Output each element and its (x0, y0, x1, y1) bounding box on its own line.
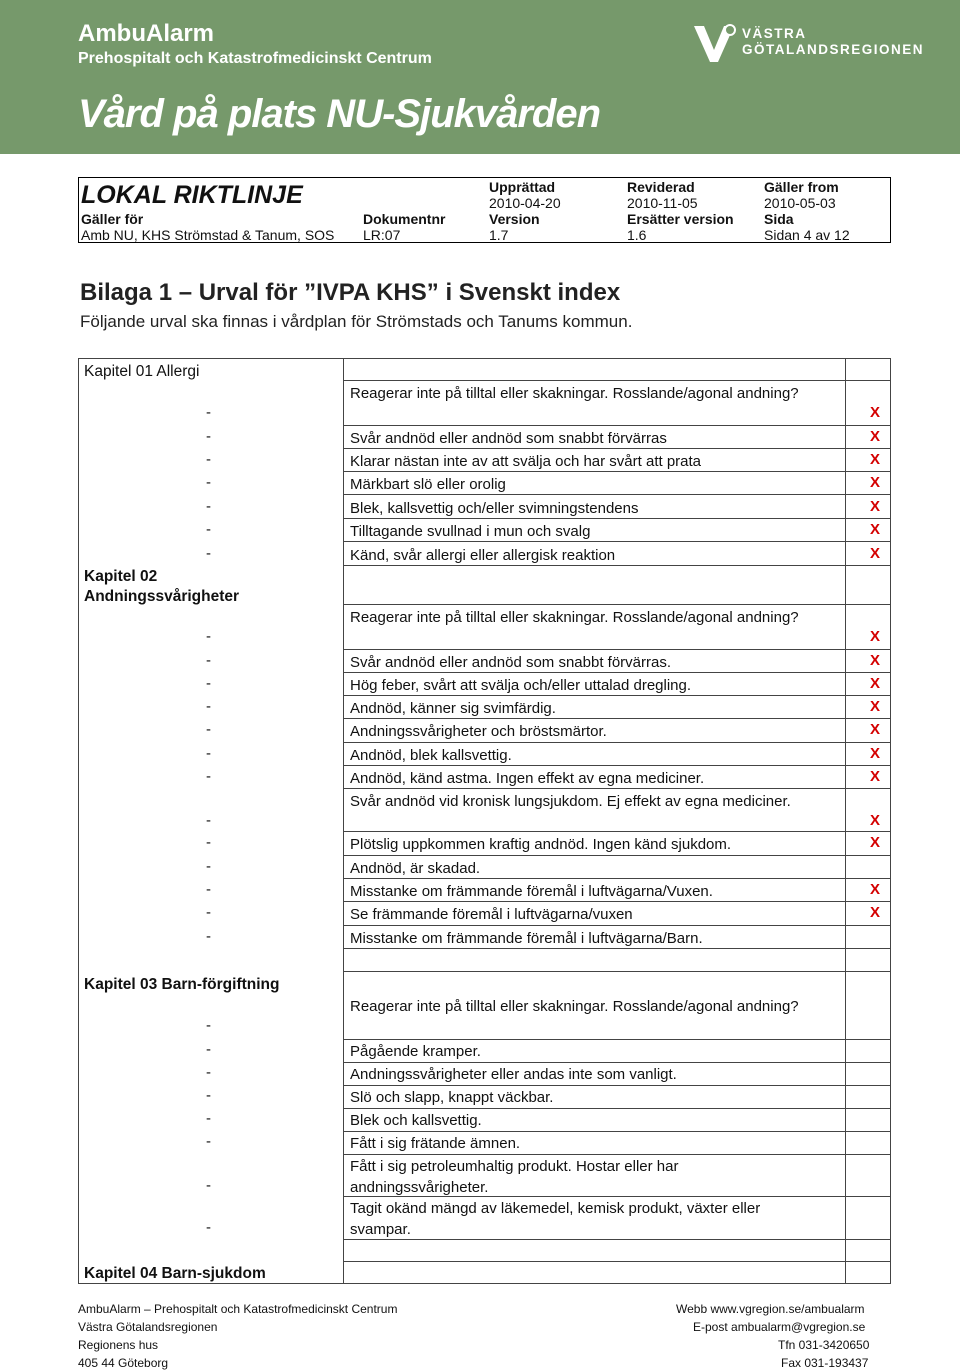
row-text: Fått i sig frätande ämnen. (350, 1135, 521, 1152)
grid-line (845, 358, 846, 1283)
grid-line (343, 494, 891, 495)
row-text: Reagerar inte på tilltal eller skakningar. Rosslande/agonal andning? (350, 609, 799, 626)
row-dash: - (206, 881, 211, 898)
created-label: Upprättad (489, 179, 556, 195)
grid-line (78, 1283, 891, 1284)
row-dash: - (206, 904, 211, 921)
row-mark: X (870, 428, 881, 445)
row-dash: - (206, 1017, 211, 1034)
row-dash: - (206, 1219, 211, 1236)
vgr-logo (690, 20, 930, 70)
footer-building: Regionens hus (78, 1338, 159, 1352)
valid-label: Gäller from (764, 179, 839, 195)
grid-line (343, 1261, 891, 1262)
row-dash: - (206, 404, 211, 421)
grid-line (343, 831, 891, 832)
grid-line (343, 518, 891, 519)
footer-email: E-post ambualarm@vgregion.se (693, 1320, 866, 1334)
created-value: 2010-04-20 (489, 195, 561, 211)
chapter-03: Kapitel 03 Barn-förgiftning (84, 976, 280, 993)
footer-region: Västra Götalandsregionen (78, 1320, 218, 1334)
valid-value: 2010-05-03 (764, 195, 836, 211)
row-dash: - (206, 498, 211, 515)
row-dash: - (206, 721, 211, 738)
row-mark: X (870, 904, 881, 921)
row-mark: X (870, 474, 881, 491)
row-text: Fått i sig petroleumhaltig produkt. Hostar eller har andningssvårigheter. (350, 1158, 679, 1196)
row-text: Svår andnöd eller andnöd som snabbt förvärras. (350, 654, 672, 671)
row-text: Hög feber, svårt att svälja och/eller uttalad dregling. (350, 677, 692, 694)
row-text: Andnöd, känner sig svimfärdig. (350, 700, 556, 717)
version-label: Version (489, 211, 540, 227)
row-dash: - (206, 812, 211, 829)
grid-line (343, 358, 344, 1283)
row-text: Tagit okänd mängd av läkemedel, kemisk produkt, växter eller svampar. (350, 1200, 761, 1238)
grid-line (343, 471, 891, 472)
row-dash: - (206, 545, 211, 562)
row-dash: - (206, 745, 211, 762)
row-text: Slö och slapp, knappt väckbar. (350, 1089, 554, 1106)
logo-line-2: GÖTALANDSREGIONEN (742, 42, 925, 57)
row-text: Märkbart slö eller orolig (350, 476, 506, 493)
row-text: Misstanke om främmande föremål i luftvägarna/Vuxen. (350, 883, 713, 900)
page-label: Sida (764, 211, 794, 227)
grid-line (343, 855, 891, 856)
row-mark: X (870, 768, 881, 785)
row-dash: - (206, 1177, 211, 1194)
row-dash: - (206, 428, 211, 445)
row-mark: X (870, 745, 881, 762)
version-value: 1.7 (489, 227, 509, 243)
row-dash: - (206, 928, 211, 945)
grid-line (343, 565, 891, 566)
row-mark: X (870, 675, 881, 692)
grid-line (343, 901, 891, 902)
header-banner (0, 0, 960, 154)
grid-line (343, 1108, 891, 1109)
grid-line (343, 878, 891, 879)
row-text: Svår andnöd eller andnöd som snabbt förvärras (350, 430, 667, 447)
grid-line (343, 1062, 891, 1063)
grid-line (343, 1154, 891, 1155)
footer-phone: Tfn 031-3420650 (778, 1338, 870, 1352)
row-mark: X (870, 628, 881, 645)
row-dash: - (206, 675, 211, 692)
row-dash: - (206, 1133, 211, 1150)
row-dash: - (206, 858, 211, 875)
page-title: Vård på plats NU-Sjukvården (78, 92, 601, 136)
docnr-label: Dokumentnr (363, 211, 446, 227)
footer-org: AmbuAlarm – Prehospitalt och Katastrofmedicinskt Centrum (78, 1302, 398, 1316)
row-text: Pågående kramper. (350, 1043, 481, 1060)
grid-line (343, 1039, 891, 1040)
row-dash: - (206, 1110, 211, 1127)
row-mark: X (870, 834, 881, 851)
applies-value: Amb NU, KHS Strömstad & Tanum, SOS (81, 227, 335, 243)
row-dash: - (206, 1041, 211, 1058)
footer-fax: Fax 031-193437 (781, 1356, 869, 1370)
row-text: Andnöd, känd astma. Ingen effekt av egna mediciner. (350, 770, 705, 787)
row-mark: X (870, 881, 881, 898)
row-mark: X (870, 721, 881, 738)
row-text: Klarar nästan inte av att svälja och har svårt att prata (350, 453, 702, 470)
row-text: Misstanke om främmande föremål i luftvägarna/Barn. (350, 930, 703, 947)
grid-line (343, 448, 891, 449)
row-text: Reagerar inte på tilltal eller skakningar. Rosslande/agonal andning? (350, 385, 799, 402)
vgr-logo-icon (690, 20, 738, 64)
footer-city: 405 44 Göteborg (78, 1356, 169, 1370)
row-mark: X (870, 652, 881, 669)
grid-line (343, 425, 891, 426)
grid-line (343, 718, 891, 719)
grid-line (343, 1085, 891, 1086)
row-mark: X (870, 451, 881, 468)
grid-line (343, 971, 891, 972)
grid-line (78, 358, 891, 359)
grid-line (343, 1239, 891, 1240)
row-text: Känd, svår allergi eller allergisk reaktion (350, 547, 616, 564)
revised-label: Reviderad (627, 179, 695, 195)
replaces-value: 1.6 (627, 227, 647, 243)
document-header (78, 177, 891, 243)
grid-line (343, 649, 891, 650)
row-dash: - (206, 698, 211, 715)
chapter-04: Kapitel 04 Barn-sjukdom (84, 1265, 266, 1282)
row-text: Se främmande föremål i luftvägarna/vuxen (350, 906, 633, 923)
grid-line (343, 742, 891, 743)
logo-line-1: VÄSTRA (742, 26, 807, 41)
row-dash: - (206, 451, 211, 468)
grid-line (343, 1131, 891, 1132)
row-mark: X (870, 545, 881, 562)
row-dash: - (206, 628, 211, 645)
row-mark: X (870, 498, 881, 515)
row-text: Tilltagande svullnad i mun och svalg (350, 523, 591, 540)
row-dash: - (206, 768, 211, 785)
grid-line (343, 380, 891, 381)
org-name: AmbuAlarm (78, 20, 215, 47)
applies-label: Gäller för (81, 211, 144, 227)
revised-value: 2010-11-05 (627, 195, 698, 211)
grid-line (343, 695, 891, 696)
row-dash: - (206, 834, 211, 851)
row-mark: X (870, 521, 881, 538)
row-dash: - (206, 1087, 211, 1104)
row-mark: X (870, 812, 881, 829)
docnr-value: LR:07 (363, 227, 401, 243)
section-subtitle: Följande urval ska finnas i vårdplan för Strömstads och Tanums kommun. (80, 312, 633, 331)
row-mark: X (870, 404, 881, 421)
grid-line (343, 672, 891, 673)
row-dash: - (206, 652, 211, 669)
grid-line (343, 1196, 891, 1197)
row-dash: - (206, 1064, 211, 1081)
grid-line (78, 358, 79, 1283)
row-text: Plötslig uppkommen kraftig andnöd. Ingen känd sjukdom. (350, 836, 732, 853)
chapter-01: Kapitel 01 Allergi (84, 363, 200, 380)
chapter-02-line-1: Kapitel 02 (84, 568, 158, 585)
row-text: Andningssvårigheter eller andas inte som vanligt. (350, 1066, 677, 1083)
grid-line (343, 925, 891, 926)
row-mark: X (870, 698, 881, 715)
row-text: Svår andnöd vid kronisk lungsjukdom. Ej effekt av egna mediciner. (350, 793, 791, 810)
row-text: Andnöd, blek kallsvettig. (350, 747, 512, 764)
row-text: Blek och kallsvettig. (350, 1112, 482, 1129)
row-dash: - (206, 474, 211, 491)
grid-line (343, 765, 891, 766)
grid-line (343, 788, 891, 789)
org-subtitle: Prehospitalt och Katastrofmedicinskt Centrum (78, 50, 432, 67)
row-text: Blek, kallsvettig och/eller svimningstendens (350, 500, 639, 517)
urval-table (78, 358, 891, 1283)
section-title: Bilaga 1 – Urval för ”IVPA KHS” i Svenskt index (80, 279, 621, 306)
grid-line (343, 948, 891, 949)
grid-line (890, 358, 891, 1283)
row-text: Andningssvårigheter och bröstsmärtor. (350, 723, 607, 740)
replaces-label: Ersätter version (627, 211, 734, 227)
page-value: Sidan 4 av 12 (764, 227, 850, 243)
row-text: Reagerar inte på tilltal eller skakningar. Rosslande/agonal andning? (350, 998, 799, 1015)
grid-line (343, 604, 891, 605)
grid-line (343, 541, 891, 542)
footer-web: Webb www.vgregion.se/ambualarm (676, 1302, 865, 1316)
row-dash: - (206, 521, 211, 538)
row-text: Andnöd, är skadad. (350, 860, 481, 877)
chapter-02-line-2: Andningssvårigheter (84, 588, 240, 605)
doc-type: LOKAL RIKTLINJE (81, 181, 303, 209)
